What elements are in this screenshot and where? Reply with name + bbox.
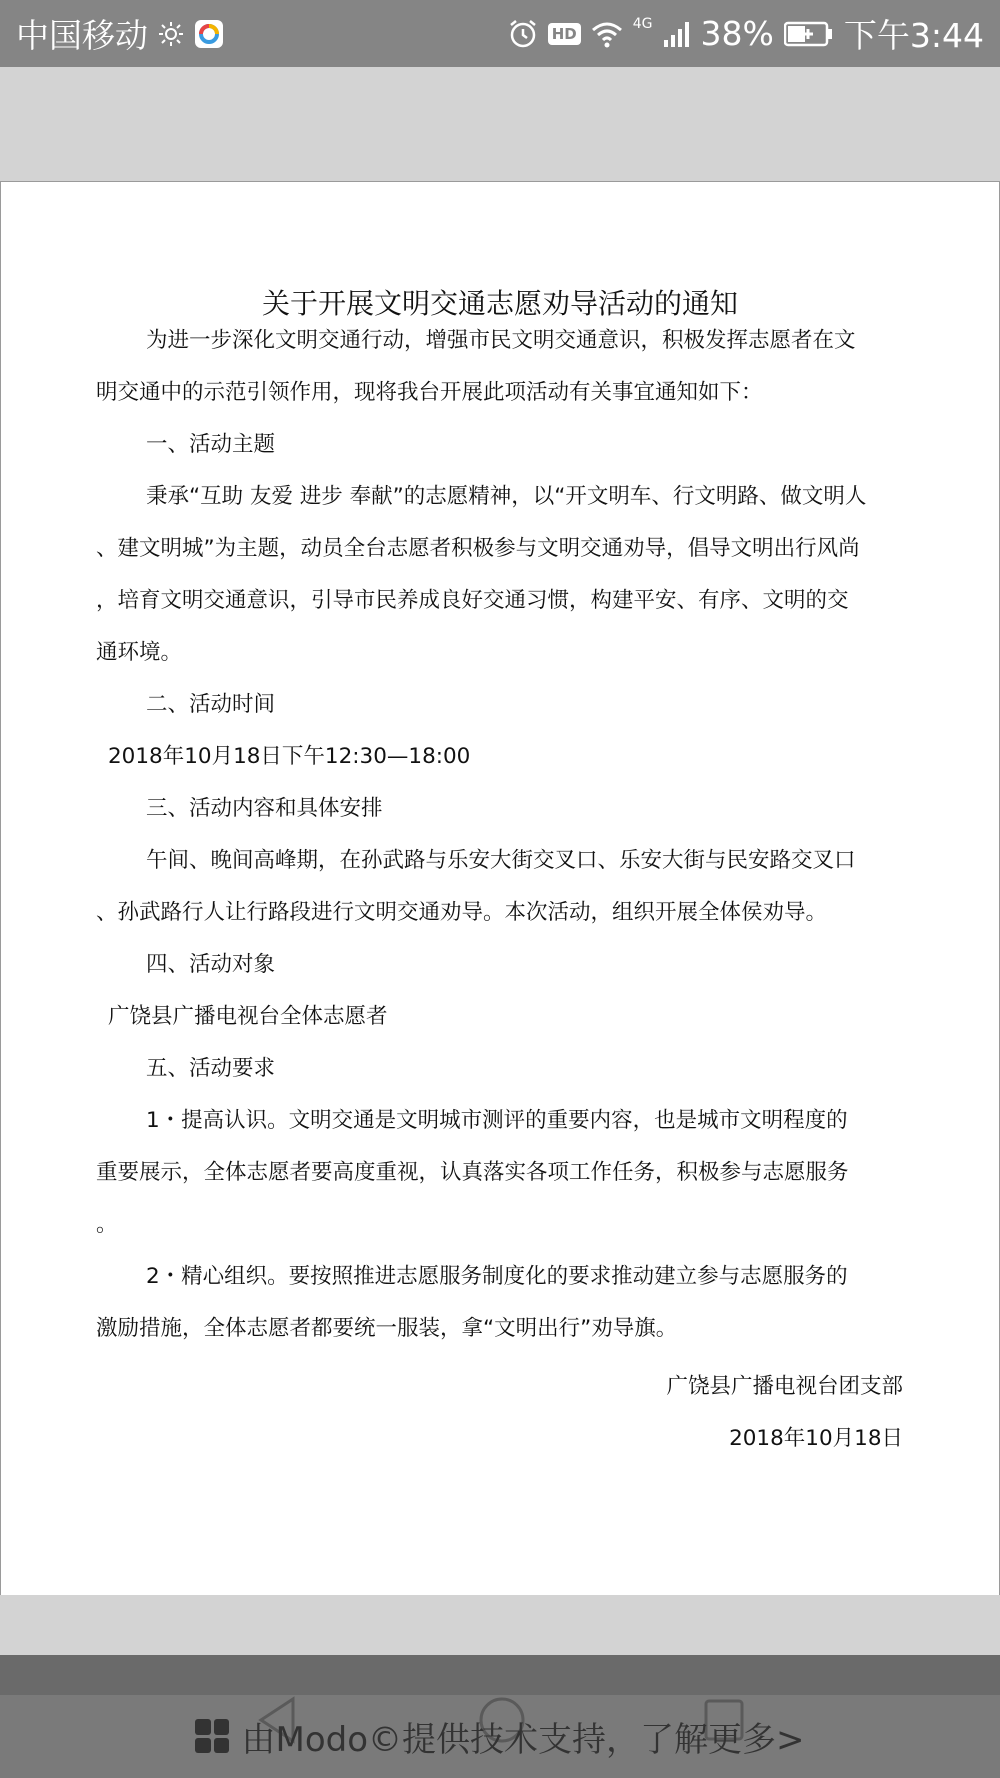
body-line: 。	[96, 1212, 118, 1237]
intro-paragraph	[96, 315, 901, 419]
viewer-bottom-margin	[0, 1595, 1000, 1655]
body-line: 重要展示，全体志愿者要高度重视，认真落实各项工作任务，积极参与志愿服务	[96, 1160, 849, 1185]
body-line: ，培育文明交通意识，引导市民养成良好交通习惯，构建平安、有序、文明的交	[96, 588, 849, 613]
status-bar	[0, 0, 1000, 67]
modo-logo-icon	[195, 1719, 229, 1753]
body-line: 广饶县广播电视台全体志愿者	[108, 1004, 388, 1029]
body-line: 、建文明城”为主题，动员全台志愿者积极参与文明交通劝导，倡导文明出行风尚	[96, 536, 860, 561]
body-line: 激励措施，全体志愿者都要统一服装，拿“文明出行”劝导旗。	[96, 1316, 678, 1341]
signal-icon	[663, 20, 691, 48]
body-line: 1・提高认识。文明交通是文明城市测评的重要内容，也是城市文明程度的	[146, 1108, 848, 1133]
section5-heading	[96, 1043, 901, 1095]
viewer-top-margin	[0, 67, 1000, 181]
document-page[interactable]	[0, 181, 1000, 1596]
body-line: 午间、晚间高峰期，在孙武路与乐安大街交叉口、乐安大街与民安路交叉口	[146, 848, 856, 873]
section2-body	[96, 731, 901, 783]
body-line: 通环境。	[96, 640, 183, 665]
section3-body	[96, 835, 901, 939]
nav-bar-shade	[0, 1655, 1000, 1695]
document-title: 关于开展文明交通志愿劝导活动的通知	[261, 287, 738, 320]
body-line: 2018年10月18日下午12:30—18:00	[108, 744, 471, 769]
intro-line: 明交通中的示范引领作用，现将我台开展此项活动有关事宜通知如下：	[96, 380, 763, 405]
section5-item2	[96, 1251, 901, 1355]
body-line: 、孙武路行人让行路段进行文明交通劝导。本次活动，组织开展全体侯劝导。	[96, 900, 828, 925]
section1-body	[96, 471, 901, 679]
banner-text: 由Modo©提供技术支持，了解更多>	[241, 1719, 805, 1760]
modo-banner[interactable]	[0, 1706, 1000, 1766]
network-type-label: 4G	[632, 15, 653, 32]
section2-heading	[96, 679, 901, 731]
section5-item1	[96, 1095, 901, 1251]
section1-heading	[96, 419, 901, 471]
signature-org: 广饶县广播电视台团支部	[666, 1374, 903, 1399]
signature-date: 2018年10月18日	[729, 1426, 903, 1451]
app-notification-icon	[194, 19, 224, 49]
hd-icon: HD	[548, 23, 581, 45]
wifi-icon	[591, 20, 623, 48]
section-heading: 二、活动时间	[146, 692, 276, 717]
section3-heading	[96, 783, 901, 835]
intro-line: 为进一步深化文明交通行动，增强市民文明交通意识，积极发挥志愿者在文	[146, 328, 856, 353]
battery-percent: 38%	[700, 14, 774, 53]
section-heading: 五、活动要求	[146, 1056, 276, 1081]
brightness-icon	[158, 21, 184, 47]
body-line: 2・精心组织。要按照推进志愿服务制度化的要求推动建立参与志愿服务的	[146, 1264, 848, 1289]
section-heading: 一、活动主题	[146, 432, 276, 457]
alarm-icon	[508, 19, 538, 49]
section4-body	[96, 991, 901, 1043]
section-heading: 四、活动对象	[146, 952, 276, 977]
carrier-label: 中国移动	[16, 16, 148, 55]
section-heading: 三、活动内容和具体安排	[146, 796, 383, 821]
section4-heading	[96, 939, 901, 991]
body-line: 秉承“互助 友爱 进步 奉献”的志愿精神，以“开文明车、行文明路、做文明人	[146, 484, 867, 509]
battery-charging-icon	[784, 21, 834, 47]
clock: 下午3:44	[843, 16, 984, 55]
